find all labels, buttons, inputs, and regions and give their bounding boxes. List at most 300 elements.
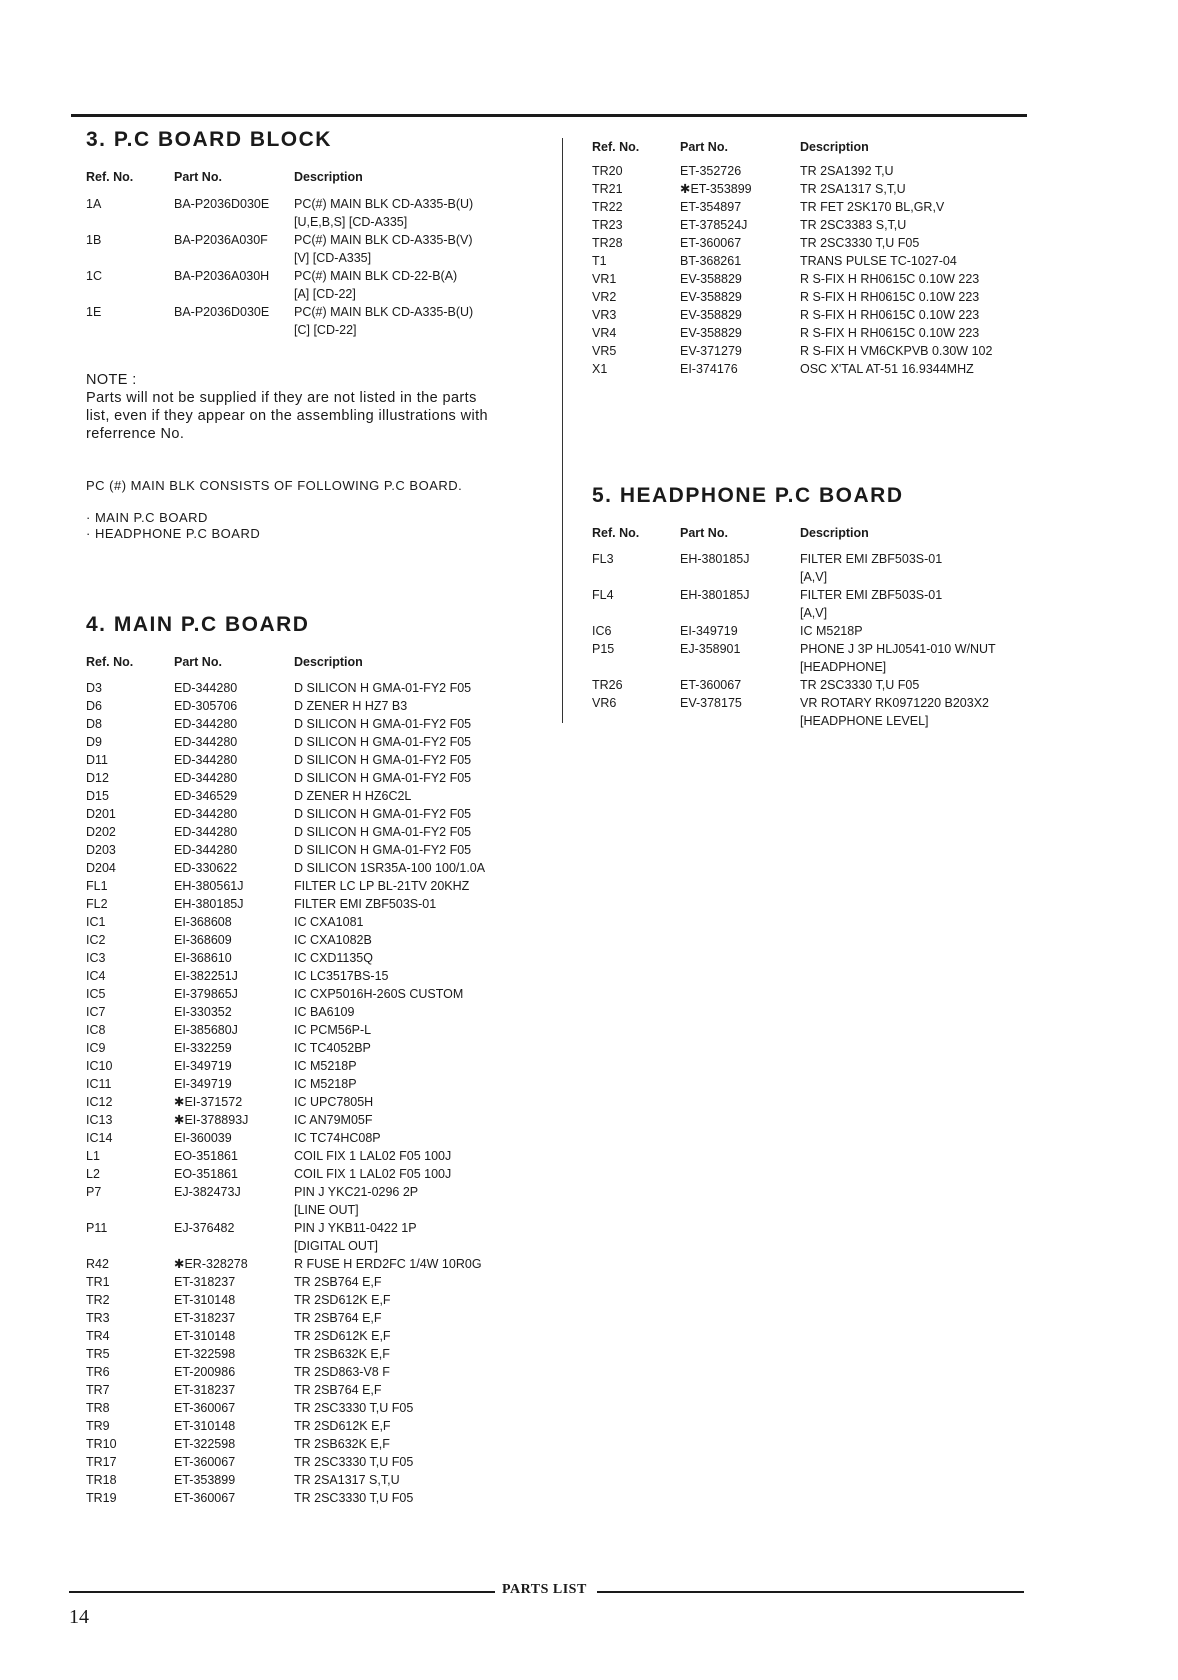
ref-no: FL1 (86, 879, 108, 893)
description (294, 303, 556, 339)
ref-no: 1B (86, 233, 102, 247)
table-row (86, 1273, 556, 1291)
description-line: PIN J YKC21-0296 2P (294, 1185, 419, 1199)
top-rule (71, 114, 1027, 117)
part-no: ET-322598 (174, 1437, 236, 1451)
part-no: ET-322598 (174, 1347, 236, 1361)
footer-label: PARTS LIST (502, 1582, 587, 1597)
description-line: FILTER EMI ZBF503S-01 (294, 897, 437, 911)
description-line: IC PCM56P-L (294, 1023, 372, 1037)
part-no: ET-318237 (174, 1311, 236, 1325)
ref-no: D8 (86, 717, 102, 731)
table-row (86, 967, 556, 985)
table-row (86, 1165, 556, 1183)
description-line: TR 2SA1317 S,T,U (294, 1473, 400, 1487)
table-row (86, 267, 556, 303)
description-line: PC(#) MAIN BLK CD-A335-B(V) (294, 233, 473, 247)
header-part: Part No. (174, 170, 222, 184)
part-no: ET-352726 (680, 164, 742, 178)
part-no: ET-200986 (174, 1365, 236, 1379)
part-no: ED-344280 (174, 843, 238, 857)
ref-no: D3 (86, 681, 102, 695)
ref-no: TR6 (86, 1365, 110, 1379)
description-line: R S-FIX H VM6CKPVB 0.30W 102 (800, 344, 993, 358)
description-line: TR 2SC3330 T,U F05 (294, 1491, 414, 1505)
table-row (592, 288, 1022, 306)
ref-no: FL2 (86, 897, 108, 911)
table-row (592, 324, 1022, 342)
part-no: ET-360067 (680, 236, 742, 250)
description-line: [C] [CD-22] (294, 323, 357, 337)
part-no: ED-344280 (174, 771, 238, 785)
ref-no: X1 (592, 362, 608, 376)
description-line: [HEADPHONE] (800, 660, 887, 674)
part-no: ET-318237 (174, 1275, 236, 1289)
ref-no: IC10 (86, 1059, 113, 1073)
part-no: BT-368261 (680, 254, 742, 268)
table-row (86, 1111, 556, 1129)
ref-no: IC4 (86, 969, 106, 983)
ref-no: TR21 (592, 182, 623, 196)
description (294, 1273, 556, 1291)
part-no: EV-378175 (680, 696, 742, 710)
ref-no: D203 (86, 843, 116, 857)
description-line: PC(#) MAIN BLK CD-22-B(A) (294, 269, 458, 283)
description-line: PIN J YKB11-0422 1P (294, 1221, 417, 1235)
table-row (86, 787, 556, 805)
description (800, 306, 1022, 324)
description (294, 1183, 556, 1219)
ref-no: TR26 (592, 678, 623, 692)
ref-no: D204 (86, 861, 116, 875)
description (800, 342, 1022, 360)
part-no: ET-353899 (174, 1473, 236, 1487)
description (294, 195, 556, 231)
part-no: EI-374176 (680, 362, 738, 376)
ref-no: TR23 (592, 218, 623, 232)
table-row (86, 1453, 556, 1471)
note-line: list, even if they appear on the assembling illustrations with (86, 408, 488, 424)
table-row (592, 586, 1022, 622)
description (800, 676, 1022, 694)
table-row (86, 823, 556, 841)
part-no: EI-332259 (174, 1041, 232, 1055)
table-row (86, 1147, 556, 1165)
ref-no: TR2 (86, 1293, 110, 1307)
note-block (86, 371, 556, 443)
description-line: [A,V] (800, 570, 828, 584)
table-row (86, 913, 556, 931)
description-line: R S-FIX H RH0615C 0.10W 223 (800, 308, 980, 322)
table-row (86, 303, 556, 339)
table-row (86, 1129, 556, 1147)
part-no: ED-344280 (174, 825, 238, 839)
ref-no: VR6 (592, 696, 617, 710)
table-row (86, 949, 556, 967)
description (294, 1057, 556, 1075)
part-no: EI-368608 (174, 915, 232, 929)
description (294, 267, 556, 303)
ref-no: D11 (86, 753, 109, 767)
ref-no: TR3 (86, 1311, 110, 1325)
description (800, 324, 1022, 342)
ref-no: IC1 (86, 915, 106, 929)
ref-no: R42 (86, 1257, 109, 1271)
description-line: D SILICON 1SR35A-100 100/1.0A (294, 861, 486, 875)
description-line: TR 2SC3330 T,U F05 (294, 1401, 414, 1415)
section4-table (86, 679, 556, 1507)
table-row (86, 985, 556, 1003)
description (294, 877, 556, 895)
ref-no: TR8 (86, 1401, 110, 1415)
part-no: BA-P2036D030E (174, 197, 270, 211)
description (294, 1165, 556, 1183)
ref-no: TR19 (86, 1491, 117, 1505)
table-row (86, 931, 556, 949)
description (800, 180, 1022, 198)
description-line: TR 2SA1392 T,U (800, 164, 894, 178)
ref-no: P11 (86, 1221, 108, 1235)
description-line: R S-FIX H RH0615C 0.10W 223 (800, 326, 980, 340)
description (294, 967, 556, 985)
part-no: ✱ET-353899 (680, 182, 752, 196)
ref-no: TR18 (86, 1473, 117, 1487)
description (294, 1435, 556, 1453)
section3-header (86, 168, 556, 186)
part-no: EV-371279 (680, 344, 742, 358)
table-row (592, 640, 1022, 676)
description (294, 985, 556, 1003)
part-no: BA-P2036A030H (174, 269, 270, 283)
ref-no: IC8 (86, 1023, 106, 1037)
description-line: TR 2SB764 E,F (294, 1311, 382, 1325)
page-number: 14 (69, 1606, 89, 1628)
description-line: TR 2SC3330 T,U F05 (294, 1455, 414, 1469)
description-line: TR 2SC3330 T,U F05 (800, 236, 920, 250)
part-no: EV-358829 (680, 308, 742, 322)
table-row (86, 1057, 556, 1075)
ref-no: TR1 (86, 1275, 110, 1289)
ref-no: D202 (86, 825, 116, 839)
part-no: EI-379865J (174, 987, 238, 1001)
ref-no: 1C (86, 269, 102, 283)
table-row (86, 1381, 556, 1399)
ref-no: D201 (86, 807, 116, 821)
part-no: EJ-376482 (174, 1221, 235, 1235)
description (294, 1147, 556, 1165)
table-row (86, 1489, 556, 1507)
table-row (86, 1219, 556, 1255)
ref-no: L1 (86, 1149, 100, 1163)
table-row (592, 234, 1022, 252)
part-no: ET-310148 (174, 1419, 236, 1433)
description-line: R FUSE H ERD2FC 1/4W 10R0G (294, 1257, 482, 1271)
description-line: IC AN79M05F (294, 1113, 373, 1127)
ref-no: TR4 (86, 1329, 110, 1343)
description (294, 733, 556, 751)
header-ref: Ref. No. (86, 170, 134, 184)
header-desc: Description (800, 140, 869, 154)
part-no: ED-305706 (174, 699, 238, 713)
description (294, 823, 556, 841)
description (294, 715, 556, 733)
ref-no: TR28 (592, 236, 623, 250)
table-row (86, 751, 556, 769)
table-row (86, 859, 556, 877)
footer-rule-right (597, 1591, 1024, 1593)
section3-table (86, 195, 556, 339)
description-line: D SILICON H GMA-01-FY2 F05 (294, 735, 472, 749)
ref-no: IC2 (86, 933, 106, 947)
table-row (86, 805, 556, 823)
description (800, 162, 1022, 180)
ref-no: D12 (86, 771, 109, 785)
consists-text: PC (#) MAIN BLK CONSISTS OF FOLLOWING P.C BOARD. (86, 478, 463, 493)
description-line: D SILICON H GMA-01-FY2 F05 (294, 771, 472, 785)
table-row (86, 195, 556, 231)
description (294, 1003, 556, 1021)
part-no: EI-368610 (174, 951, 232, 965)
description (294, 1021, 556, 1039)
header-part: Part No. (174, 655, 222, 669)
table-row (86, 1471, 556, 1489)
table-row (592, 622, 1022, 640)
part-no: ET-310148 (174, 1293, 236, 1307)
table-row (86, 1255, 556, 1273)
description-line: IC CXA1081 (294, 915, 364, 929)
table-row (86, 1021, 556, 1039)
description-line: D SILICON H GMA-01-FY2 F05 (294, 681, 472, 695)
description (800, 288, 1022, 306)
description-line: OSC X'TAL AT-51 16.9344MHZ (800, 362, 974, 376)
description-line: TR 2SB632K E,F (294, 1437, 390, 1451)
table-row (592, 252, 1022, 270)
description (294, 1039, 556, 1057)
table-row (592, 162, 1022, 180)
table-row (592, 550, 1022, 586)
table-row (86, 1363, 556, 1381)
section4-title: 4. MAIN P.C BOARD (86, 613, 310, 636)
description-line: TR 2SC3330 T,U F05 (800, 678, 920, 692)
header-part: Part No. (680, 140, 728, 154)
description-line: IC CXP5016H-260S CUSTOM (294, 987, 464, 1001)
ref-no: IC6 (592, 624, 612, 638)
description (800, 550, 1022, 586)
note-label: NOTE : (86, 372, 137, 388)
header-ref: Ref. No. (592, 526, 640, 540)
ref-no: FL4 (592, 588, 614, 602)
description (294, 895, 556, 913)
description-line: IC TC4052BP (294, 1041, 371, 1055)
description-line: [A,V] (800, 606, 828, 620)
description-line: [HEADPHONE LEVEL] (800, 714, 929, 728)
part-no: ET-360067 (174, 1401, 236, 1415)
section5-header (592, 524, 1022, 542)
part-no: EI-368609 (174, 933, 232, 947)
part-no: ED-346529 (174, 789, 238, 803)
section5-table (592, 550, 1022, 730)
ref-no: 1A (86, 197, 102, 211)
ref-no: TR7 (86, 1383, 110, 1397)
description-line: D SILICON H GMA-01-FY2 F05 (294, 753, 472, 767)
description-line: D SILICON H GMA-01-FY2 F05 (294, 717, 472, 731)
part-no: ED-344280 (174, 807, 238, 821)
header-desc: Description (800, 526, 869, 540)
part-no: ET-310148 (174, 1329, 236, 1343)
description-line: R S-FIX H RH0615C 0.10W 223 (800, 272, 980, 286)
description (294, 931, 556, 949)
table-row (592, 216, 1022, 234)
table-row (86, 1291, 556, 1309)
table-row (86, 769, 556, 787)
ref-no: VR1 (592, 272, 617, 286)
table-row (592, 360, 1022, 378)
section4-cont-table (592, 162, 1022, 378)
table-row (86, 1327, 556, 1345)
part-no: BA-P2036A030F (174, 233, 268, 247)
ref-no: IC7 (86, 1005, 106, 1019)
ref-no: TR22 (592, 200, 623, 214)
part-no: EI-385680J (174, 1023, 238, 1037)
description (800, 198, 1022, 216)
description (800, 694, 1022, 730)
description-line: D SILICON H GMA-01-FY2 F05 (294, 843, 472, 857)
table-row (86, 877, 556, 895)
part-no: EH-380185J (174, 897, 244, 911)
description (294, 1345, 556, 1363)
ref-no: VR4 (592, 326, 617, 340)
part-no: ET-354897 (680, 200, 742, 214)
part-no: ET-360067 (174, 1491, 236, 1505)
description-line: IC TC74HC08P (294, 1131, 381, 1145)
table-row (86, 1075, 556, 1093)
header-ref: Ref. No. (592, 140, 640, 154)
description (800, 360, 1022, 378)
description (800, 270, 1022, 288)
description (294, 1093, 556, 1111)
table-row (86, 697, 556, 715)
part-no: EH-380185J (680, 552, 750, 566)
table-row (86, 1417, 556, 1435)
part-no: BA-P2036D030E (174, 305, 270, 319)
ref-no: IC14 (86, 1131, 113, 1145)
part-no: EI-349719 (174, 1059, 232, 1073)
part-no: EI-349719 (174, 1077, 232, 1091)
table-row (592, 270, 1022, 288)
part-no: ED-344280 (174, 753, 238, 767)
description-line: TR 2SB764 E,F (294, 1275, 382, 1289)
description (800, 216, 1022, 234)
table-row (86, 1183, 556, 1219)
table-row (86, 1093, 556, 1111)
description-line: IC M5218P (294, 1077, 357, 1091)
footer-rule-left (69, 1591, 495, 1593)
ref-no: L2 (86, 1167, 100, 1181)
left-column (86, 128, 556, 1507)
table-row (86, 1003, 556, 1021)
description-line: TR FET 2SK170 BL,GR,V (800, 200, 945, 214)
ref-no: FL3 (592, 552, 614, 566)
description (294, 231, 556, 267)
description-line: TR 2SB632K E,F (294, 1347, 390, 1361)
part-no: ED-344280 (174, 681, 238, 695)
ref-no: P7 (86, 1185, 102, 1199)
ref-no: D9 (86, 735, 102, 749)
description-line: D ZENER H HZ7 B3 (294, 699, 408, 713)
header-desc: Description (294, 170, 363, 184)
ref-no: TR9 (86, 1419, 110, 1433)
ref-no: IC5 (86, 987, 106, 1001)
description-line: TR 2SD863-V8 F (294, 1365, 390, 1379)
description-line: FILTER LC LP BL-21TV 20KHZ (294, 879, 470, 893)
part-no: ✱EI-371572 (174, 1095, 243, 1109)
ref-no: TR20 (592, 164, 623, 178)
description (294, 697, 556, 715)
ref-no: IC13 (86, 1113, 113, 1127)
description (294, 787, 556, 805)
part-no: EI-349719 (680, 624, 738, 638)
description (294, 1255, 556, 1273)
part-no: EH-380561J (174, 879, 244, 893)
part-no: ET-360067 (680, 678, 742, 692)
table-row (592, 342, 1022, 360)
table-row (86, 231, 556, 267)
header-ref: Ref. No. (86, 655, 134, 669)
part-no: EO-351861 (174, 1149, 238, 1163)
section4-cont-header (592, 138, 1022, 156)
part-no: ED-330622 (174, 861, 238, 875)
ref-no: IC3 (86, 951, 106, 965)
section3-title: 3. P.C BOARD BLOCK (86, 128, 332, 151)
description (294, 679, 556, 697)
table-row (592, 694, 1022, 730)
description-line: IC UPC7805H (294, 1095, 374, 1109)
part-no: ED-344280 (174, 717, 238, 731)
description-line: VR ROTARY RK0971220 B203X2 (800, 696, 990, 710)
description-line: IC CXA1082B (294, 933, 372, 947)
description-line: COIL FIX 1 LAL02 F05 100J (294, 1149, 452, 1163)
description (294, 1471, 556, 1489)
table-row (592, 180, 1022, 198)
note-line: Parts will not be supplied if they are not listed in the parts (86, 390, 477, 406)
description-line: TR 2SB764 E,F (294, 1383, 382, 1397)
part-no: EV-358829 (680, 290, 742, 304)
table-row (86, 679, 556, 697)
part-no: EV-358829 (680, 272, 742, 286)
description-line: TR 2SD612K E,F (294, 1329, 391, 1343)
description-line: IC M5218P (800, 624, 863, 638)
section4-header (86, 653, 556, 671)
description (800, 586, 1022, 622)
ref-no: IC11 (86, 1077, 112, 1091)
ref-no: P15 (592, 642, 615, 656)
part-no: EV-358829 (680, 326, 742, 340)
ref-no: TR5 (86, 1347, 110, 1361)
description (294, 769, 556, 787)
description-line: IC LC3517BS-15 (294, 969, 389, 983)
table-row (86, 1039, 556, 1057)
description-line: [DIGITAL OUT] (294, 1239, 379, 1253)
description (294, 751, 556, 769)
table-row (592, 676, 1022, 694)
description (294, 1453, 556, 1471)
description (294, 1309, 556, 1327)
part-no: ED-344280 (174, 735, 238, 749)
ref-no: TR10 (86, 1437, 117, 1451)
description-line: D SILICON H GMA-01-FY2 F05 (294, 807, 472, 821)
description-line: TR 2SA1317 S,T,U (800, 182, 906, 196)
section5-title: 5. HEADPHONE P.C BOARD (592, 484, 904, 507)
